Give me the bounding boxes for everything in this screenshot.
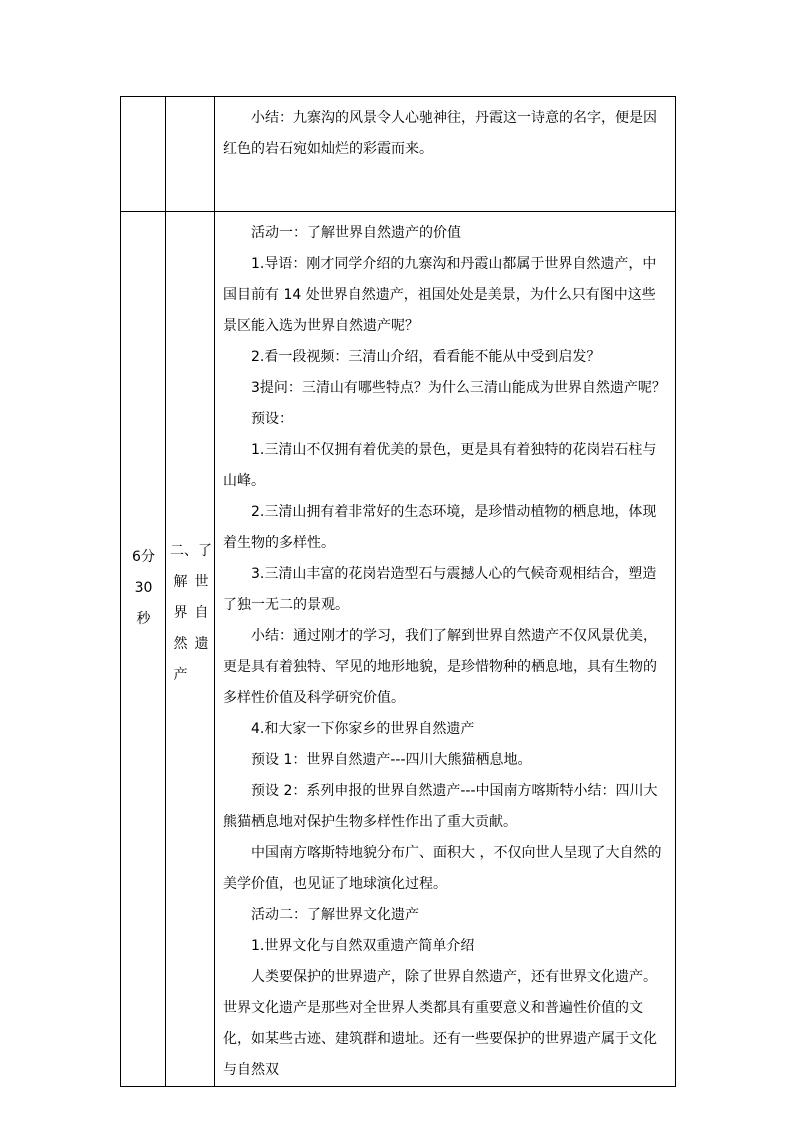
paragraph: 3.三清山丰富的花岗岩造型石与震撼人心的气候奇观相结合，塑造了独一无二的景观。 xyxy=(223,566,657,613)
content-cell xyxy=(215,212,676,1087)
paragraph: 人类要保护的世界遗产，除了世界自然遗产，还有世界文化遗产。世界文化遗产是那些对全世界人类都具有重要意义和普遍性价值的文化，如某些古迹、建筑群和遗址。还有一些要保护的世界遗产属于文化与自然双 xyxy=(223,969,657,1078)
paragraph: 预设： xyxy=(251,411,293,427)
topic-char: 解 xyxy=(173,574,188,590)
paragraph: 1.世界文化与自然双重遗产简单介绍 xyxy=(251,938,475,954)
content-cell xyxy=(215,97,676,212)
paragraph: 3提问：三清山有哪些特点？为什么三清山能成为世界自然遗产呢？ xyxy=(251,380,666,396)
paragraph: 4.和大家一下你家乡的世界自然遗产 xyxy=(251,721,475,737)
time-label xyxy=(121,542,166,635)
paragraph: 中国南方喀斯特地貌分布广、面积大 ，不仅向世人呈现了大自然的美学价值，也见证了地球演化过程。 xyxy=(223,845,662,892)
topic-char: 产 xyxy=(173,667,188,683)
table-row xyxy=(121,97,676,212)
summary-paragraph: 小结：九寨沟的风景令人心驰神往，丹霞这一诗意的名字，便是因红色的岩石宛如灿烂的彩霞而来。 xyxy=(223,110,657,157)
topic-char: 然 xyxy=(173,636,188,652)
lesson-plan-table xyxy=(120,96,676,1087)
topic-char: 世 xyxy=(194,574,209,590)
content-text xyxy=(215,212,675,1086)
topic-cell xyxy=(166,212,215,1087)
topic-heading: 二、了 xyxy=(170,543,212,559)
paragraph: 预设 2：系列申报的世界自然遗产---中国南方喀斯特小结：四川大熊猫栖息地对保护生物多样性作出了重大贡献。 xyxy=(223,783,658,830)
time-seconds-unit: 秒 xyxy=(136,611,151,627)
table-row xyxy=(121,212,676,1087)
time-cell-empty xyxy=(121,97,166,212)
topic-char: 遗 xyxy=(194,636,209,652)
time-cell xyxy=(121,212,166,1087)
paragraph: 1.导语：刚才同学介绍的九寨沟和丹霞山都属于世界自然遗产，中国目前有 14 处世界自然遗产，祖国处处是美景，为什么只有图中这些景区能入选为世界自然遗产呢？ xyxy=(223,256,657,334)
paragraph: 2.看一段视频：三清山介绍，看看能不能从中受到启发？ xyxy=(251,349,601,365)
time-seconds-value: 30 xyxy=(134,580,153,596)
paragraph: 1.三清山不仅拥有着优美的景色，更是具有着独特的花岗岩石柱与山峰。 xyxy=(223,442,657,489)
paragraph: 2.三清山拥有着非常好的生态环境，是珍惜动植物的栖息地，体现着生物的多样性。 xyxy=(223,504,657,551)
topic-char: 界 xyxy=(173,605,188,621)
topic-cell-empty xyxy=(166,97,215,212)
topic-char: 自 xyxy=(194,605,209,621)
summary-paragraph: 小结：通过刚才的学习，我们了解到世界自然遗产不仅风景优美，更是具有着独特、罕见的地形地貌，是珍惜物种的栖息地，具有生物的多样性价值及科学研究价值。 xyxy=(223,628,657,706)
activity-heading: 活动二：了解世界文化遗产 xyxy=(251,907,419,923)
paragraph: 预设 1：世界自然遗产---四川大熊猫栖息地。 xyxy=(251,752,532,768)
activity-heading: 活动一：了解世界自然遗产的价值 xyxy=(251,225,461,241)
content-text xyxy=(215,97,675,165)
time-minutes: 6分 xyxy=(132,549,155,565)
topic-label xyxy=(170,536,214,691)
